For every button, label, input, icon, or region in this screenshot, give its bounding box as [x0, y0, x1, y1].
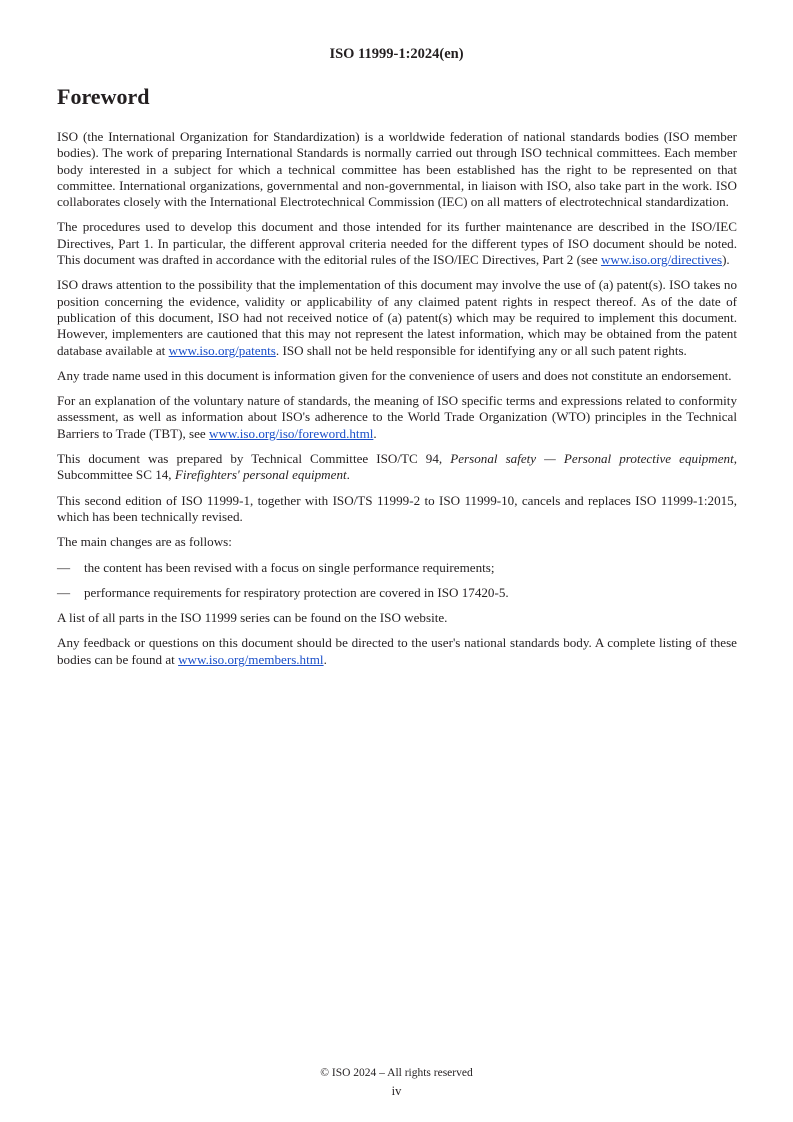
list-item — [57, 585, 737, 601]
paragraph-text: . — [346, 467, 350, 483]
paragraph-text: The procedures used to develop this document and those intended for its further maintenance are described in the ISO/IEC Directives, Part 1. In particular, the different approval criteria needed for the different types of ISO document should be noted. This document was drafted in accordance with the editorial rules of the ISO/IEC Directives, Part 2 (see — [57, 219, 737, 268]
paragraph-committee — [57, 451, 737, 484]
paragraph-edition: This second edition of ISO 11999-1, together with ISO/TS 11999-2 to ISO 11999-10, cancels and replaces ISO 11999-1:2015, which has been technically revised. — [57, 492, 737, 524]
paragraph-feedback — [57, 635, 737, 668]
committee-title: Personal safety — Personal protective equipment — [450, 451, 734, 467]
paragraph-trade-name: Any trade name used in this document is information given for the convenience of users and does not constitute an endorsement. — [57, 367, 732, 383]
paragraph-text: Any feedback or questions on this document should be directed to the user's national standards body. A complete listing of these bodies can be found at — [57, 635, 737, 667]
paragraph-patents — [57, 277, 737, 358]
directives-link[interactable]: www.iso.org/directives — [600, 252, 723, 268]
page-title: Foreword — [57, 84, 150, 109]
foreword-body — [57, 129, 737, 677]
list-item-text: performance requirements for respiratory protection are covered in ISO 17420-5. — [84, 584, 509, 600]
members-link[interactable]: www.iso.org/members.html — [178, 651, 324, 667]
paragraph-main-changes: The main changes are as follows: — [57, 534, 232, 550]
paragraph-text: , Subcommittee SC 14, — [57, 451, 737, 483]
paragraph-text: . — [373, 425, 377, 441]
paragraph-series-list: A list of all parts in the ISO 11999 series can be found on the ISO website. — [57, 610, 448, 626]
paragraph-text: . — [323, 651, 327, 667]
dash-bullet: — — [57, 559, 71, 575]
changes-list — [57, 560, 737, 602]
foreword-link[interactable]: www.iso.org/iso/foreword.html — [209, 425, 374, 441]
paragraph-text: This document was prepared by Technical Committee ISO/TC 94, — [57, 451, 451, 467]
paragraph-text: . ISO shall not be held responsible for identifying any or all such patent rights. — [275, 342, 687, 358]
subcommittee-title: Firefighters' personal equipment — [174, 467, 347, 483]
page-footer — [0, 1066, 793, 1099]
document-id-header: ISO 11999-1:2024(en) — [329, 46, 464, 62]
copyright-notice: © ISO 2024 – All rights reserved — [320, 1067, 473, 1079]
paragraph-voluntary-nature — [57, 393, 737, 442]
page-number: iv — [391, 1084, 402, 1098]
list-item — [57, 560, 737, 576]
paragraph-procedures — [57, 219, 737, 268]
list-item-text: the content has been revised with a focus on single performance requirements; — [84, 559, 495, 575]
paragraph-text: For an explanation of the voluntary nature of standards, the meaning of ISO specific terms and expressions related to conformity assessment, as well as information about ISO's adherence to the World Trade Organization (WTO) principles in the Technical Barriers to Trade (TBT), see — [57, 393, 737, 441]
paragraph-text: ). — [722, 252, 730, 268]
paragraph-text: ISO draws attention to the possibility that the implementation of this document may involve the use of (a) patent(s). ISO takes no position concerning the evidence, validity or applicability of any claimed patent rights in respect thereof. As of the date of publication of this document, ISO had not received notice of (a) patent(s) which may be required to implement this document. However, implementers are cautioned that this may not represent the latest information, which may be obtained from the patent database available at — [57, 277, 737, 358]
paragraph-iso-intro: ISO (the International Organization for Standardization) is a worldwide federation of national standards bodies (ISO member bodies). The work of preparing International Standards is normally carried out through ISO technical committees. Each member body interested in a subject for which a technical committee has been established has the right to be represented on that committee. International organizations, governmental and non-governmental, in liaison with ISO, also take part in the work. ISO collaborates closely with the International Electrotechnical Commission (IEC) on all matters of electrotechnical standardization. — [57, 129, 737, 210]
patents-link[interactable]: www.iso.org/patents — [168, 342, 276, 358]
dash-bullet: — — [57, 584, 71, 600]
